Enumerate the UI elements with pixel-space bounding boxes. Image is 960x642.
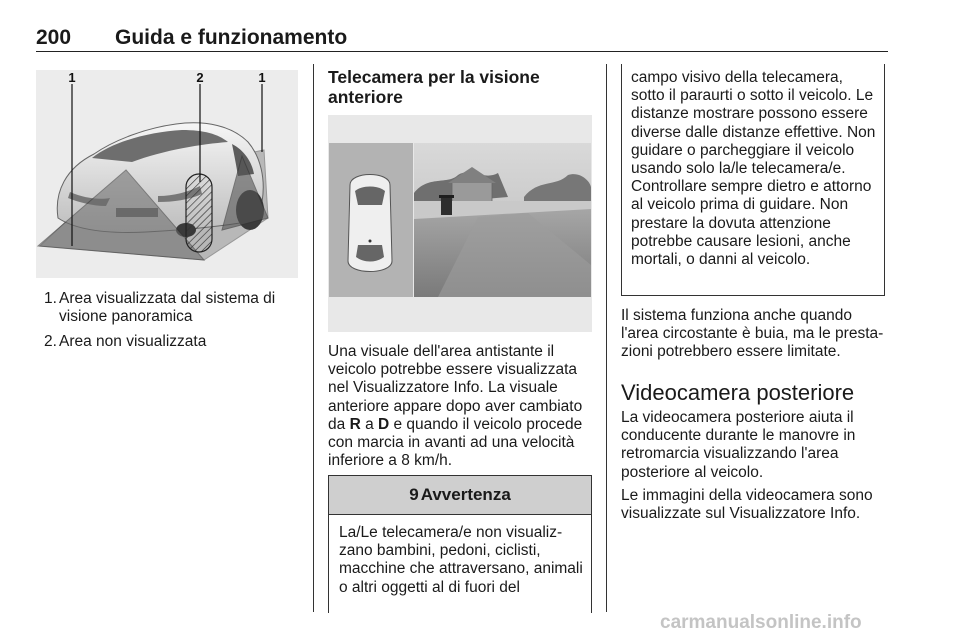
legend-list xyxy=(44,290,298,358)
callout-2: 2 xyxy=(196,70,204,85)
section-heading-rear-camera: Videocamera posteriore xyxy=(621,380,855,405)
list-item: 1. Area visualizzata dal sistema di visione panoramica xyxy=(44,290,276,325)
dark-conditions-paragraph: Il sistema funziona anche quando l'area circostante è buia, ma le prestazioni potrebbero essere limitate. xyxy=(621,307,884,361)
warning-icon: 9 xyxy=(409,485,419,504)
running-title: Guida e funzionamento xyxy=(115,26,348,49)
section-heading-front-camera: Telecamera per la visione anteriore xyxy=(328,67,540,107)
callout-1-right: 1 xyxy=(258,70,266,85)
warning-text-continued: campo visivo della telecamera, sotto il paraurti o sotto il veicolo. Le distanze mostrare possono essere diverse dalle distanze effettive. Non guidare o parcheggiare il veicolo usando solo la/le telecamera/e. Controllare sempre dietro e attorno al veicolo prima di guidare. Non prestare la dovuta attenzione potrebbe causare lesioni, anche mortali, o danni al veicolo. xyxy=(631,69,876,269)
warning-header xyxy=(329,476,591,515)
callout-1-left: 1 xyxy=(68,70,76,85)
column-divider-1 xyxy=(313,64,314,612)
gear-d-label: D xyxy=(378,415,390,433)
rear-camera-paragraph-2: Le immagini della videocamera sono visualizzate sul Visualizzatore Info. xyxy=(621,487,873,523)
warning-text: La/Le telecamera/e non visualizzano bambini, pedoni, ciclisti, macchine che attraversano, animali o altri oggetti al di fuori del xyxy=(339,524,583,596)
page-number: 200 xyxy=(36,26,72,49)
front-camera-paragraph: Una visuale dell'area antistante il veicolo potrebbe essere visualizzata nel Visualizzatore Info. La visuale anteriore appare dopo aver cambiato da R a D e quando il veicolo procede con marcia in avanti ad una velocità inferiore a 8 km/h. xyxy=(328,343,583,470)
front-camera-display-illustration xyxy=(328,115,592,332)
column-divider-2 xyxy=(606,64,607,612)
surround-view-figure xyxy=(36,70,298,278)
gear-r-label: R xyxy=(349,415,361,433)
watermark: carmanualsonline.info xyxy=(660,612,862,633)
car-coverage-illustration xyxy=(36,70,298,278)
warning-box-continued xyxy=(621,64,885,296)
warning-title: Avvertenza xyxy=(420,485,511,504)
rear-camera-paragraph-1: La videocamera posteriore aiuta il conducente durante le manovre in retromarcia visualizzando l'area posteriore al veicolo. xyxy=(621,409,856,481)
page-header xyxy=(36,26,888,52)
front-camera-display-figure xyxy=(328,115,592,332)
header-rule xyxy=(36,51,888,52)
warning-box xyxy=(328,475,592,613)
list-item: 2. Area non visualizzata xyxy=(44,333,207,350)
